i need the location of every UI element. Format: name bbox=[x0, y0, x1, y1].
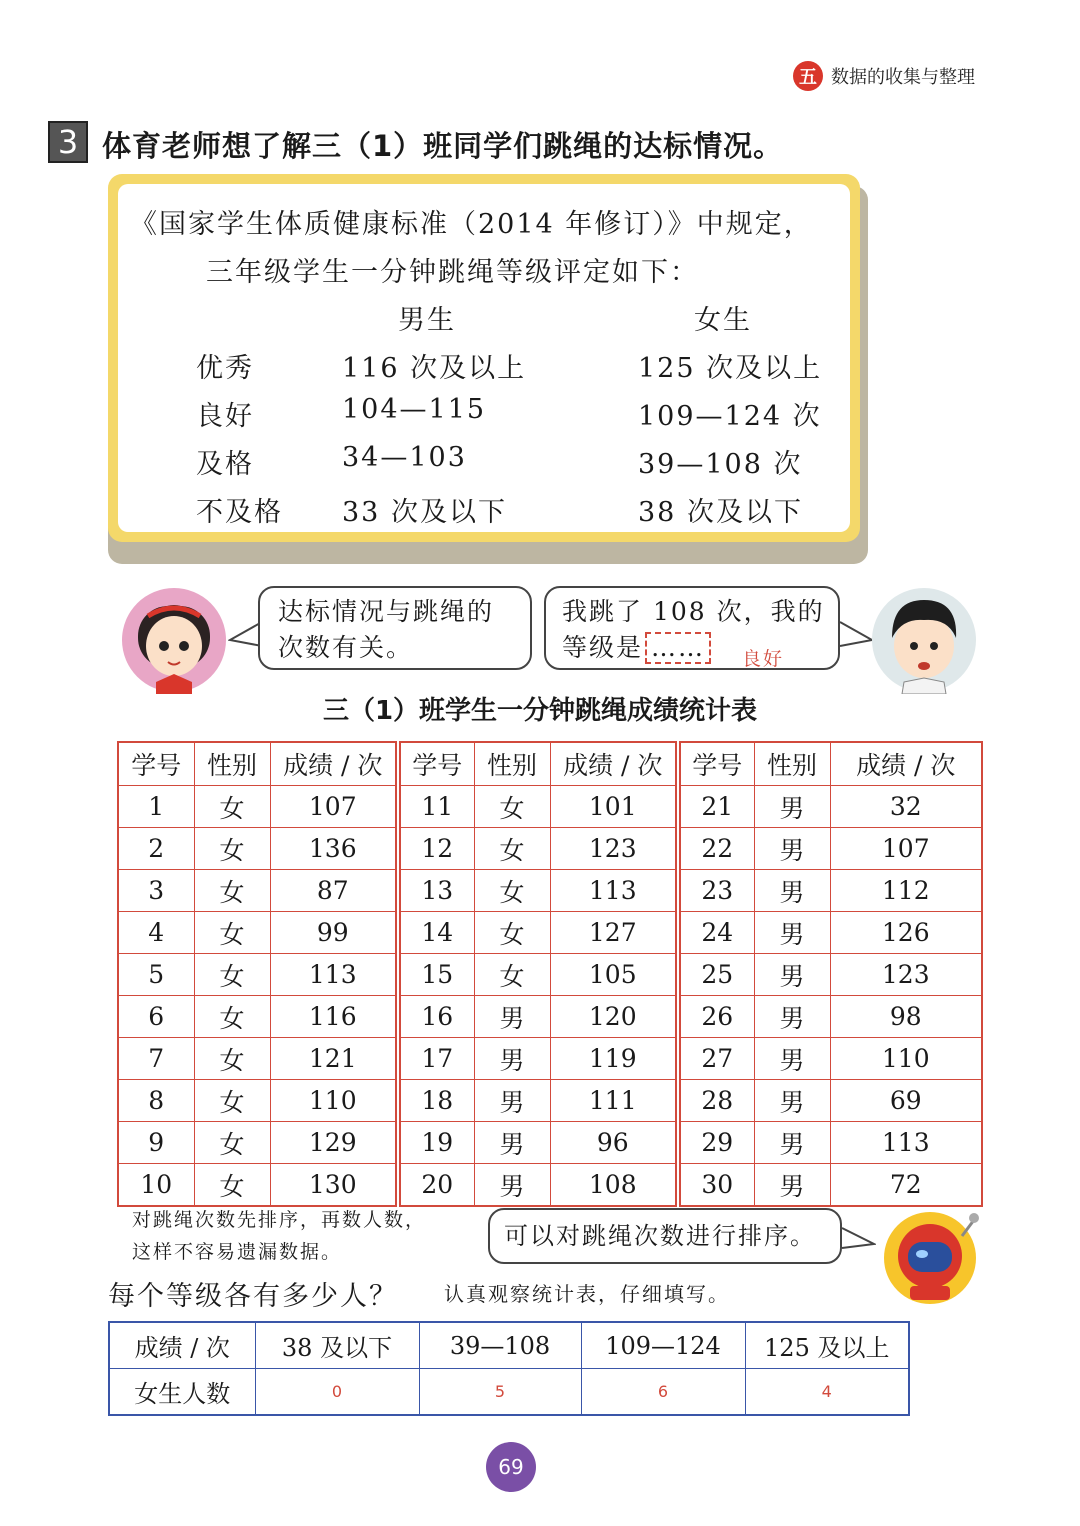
standard-male-value: 104—115 bbox=[342, 394, 487, 425]
question-text: 体育老师想了解三（1）班同学们跳绳的达标情况。 bbox=[102, 129, 784, 163]
standard-male-value: 33 次及以下 bbox=[342, 497, 507, 528]
cell-gender: 男 bbox=[754, 870, 830, 912]
grade-header-row bbox=[109, 1322, 909, 1369]
grade-count-row bbox=[109, 1369, 909, 1416]
standard-female-value: 39—108 次 bbox=[638, 449, 803, 480]
cell-score: 113 bbox=[830, 1122, 982, 1164]
standard-female-value: 125 次及以上 bbox=[638, 353, 823, 384]
cell-gender: 男 bbox=[474, 1122, 550, 1164]
cell-score: 119 bbox=[550, 1038, 678, 1080]
cell-score: 110 bbox=[830, 1038, 982, 1080]
cell-score: 123 bbox=[830, 954, 982, 996]
standard-level: 不及格 bbox=[196, 497, 283, 528]
cell-id: 21 bbox=[678, 786, 754, 828]
table-row bbox=[118, 786, 982, 828]
cell-score: 96 bbox=[550, 1122, 678, 1164]
cell-gender: 男 bbox=[754, 954, 830, 996]
cell-gender: 女 bbox=[474, 786, 550, 828]
cell-id: 5 bbox=[118, 954, 194, 996]
standard-female-value: 109—124 次 bbox=[638, 401, 822, 432]
boy-avatar-icon bbox=[868, 586, 980, 694]
cell-score: 126 bbox=[830, 912, 982, 954]
robot-bubble-tail bbox=[840, 1226, 876, 1252]
girl-avatar-icon bbox=[118, 586, 230, 694]
cell-gender: 女 bbox=[474, 954, 550, 996]
cell-score: 129 bbox=[270, 1122, 398, 1164]
cell-id: 7 bbox=[118, 1038, 194, 1080]
header-score: 成绩 / 次 bbox=[830, 742, 982, 786]
grade-range: 38 及以下 bbox=[255, 1322, 419, 1369]
cell-id: 16 bbox=[398, 996, 474, 1038]
grade-count: 5 bbox=[419, 1369, 581, 1416]
cell-gender: 女 bbox=[194, 870, 270, 912]
cell-id: 27 bbox=[678, 1038, 754, 1080]
cell-gender: 男 bbox=[474, 1164, 550, 1207]
cell-gender: 男 bbox=[754, 1164, 830, 1207]
cell-gender: 女 bbox=[474, 870, 550, 912]
header-gender: 性别 bbox=[474, 742, 550, 786]
standard-female-value: 38 次及以下 bbox=[638, 497, 803, 528]
cell-score: 105 bbox=[550, 954, 678, 996]
handwritten-answer: 良好 bbox=[742, 648, 785, 670]
cell-gender: 男 bbox=[754, 912, 830, 954]
grade-count: 0 bbox=[255, 1369, 419, 1416]
standard-male-value: 116 次及以上 bbox=[342, 353, 527, 384]
grade-row-label: 女生人数 bbox=[109, 1369, 255, 1416]
cell-score: 32 bbox=[830, 786, 982, 828]
cell-score: 99 bbox=[270, 912, 398, 954]
cell-id: 19 bbox=[398, 1122, 474, 1164]
header-gender: 性别 bbox=[194, 742, 270, 786]
cell-score: 107 bbox=[830, 828, 982, 870]
table-row bbox=[118, 954, 982, 996]
cell-gender: 男 bbox=[754, 1038, 830, 1080]
tip-note-line1: 对跳绳次数先排序，再数人数， bbox=[132, 1209, 427, 1231]
standard-level: 良好 bbox=[196, 401, 254, 432]
cell-gender: 女 bbox=[194, 1122, 270, 1164]
cell-id: 12 bbox=[398, 828, 474, 870]
header-gender: 性别 bbox=[754, 742, 830, 786]
cell-id: 9 bbox=[118, 1122, 194, 1164]
standard-level: 及格 bbox=[196, 449, 254, 480]
cell-score: 107 bbox=[270, 786, 398, 828]
cell-score: 110 bbox=[270, 1080, 398, 1122]
question-number: 3 bbox=[48, 121, 88, 163]
question2-hint: 认真观察统计表，仔细填写。 bbox=[444, 1282, 730, 1306]
cell-id: 6 bbox=[118, 996, 194, 1038]
cell-id: 8 bbox=[118, 1080, 194, 1122]
table-row bbox=[118, 912, 982, 954]
boy-speech-line1: 我跳了 108 次，我的 bbox=[562, 597, 825, 626]
cell-id: 28 bbox=[678, 1080, 754, 1122]
score-table bbox=[117, 741, 983, 1207]
cell-id: 18 bbox=[398, 1080, 474, 1122]
cell-id: 13 bbox=[398, 870, 474, 912]
robot-avatar-icon bbox=[874, 1206, 986, 1306]
standard-board-inner bbox=[118, 184, 850, 532]
grade-count: 6 bbox=[581, 1369, 745, 1416]
cell-gender: 女 bbox=[194, 1164, 270, 1207]
cell-gender: 男 bbox=[754, 1122, 830, 1164]
page-number: 69 bbox=[486, 1442, 536, 1492]
cell-score: 120 bbox=[550, 996, 678, 1038]
robot-speech-text: 可以对跳绳次数进行排序。 bbox=[504, 1222, 816, 1250]
cell-score: 111 bbox=[550, 1080, 678, 1122]
cell-id: 20 bbox=[398, 1164, 474, 1207]
standard-line2: 三年级学生一分钟跳绳等级评定如下： bbox=[206, 257, 699, 288]
chapter-header bbox=[793, 60, 975, 92]
cell-gender: 男 bbox=[754, 786, 830, 828]
cell-score: 113 bbox=[550, 870, 678, 912]
cell-gender: 男 bbox=[754, 828, 830, 870]
cell-gender: 女 bbox=[194, 786, 270, 828]
tip-note bbox=[132, 1204, 426, 1268]
cell-id: 24 bbox=[678, 912, 754, 954]
standard-col-male: 男生 bbox=[398, 305, 456, 336]
question2-text: 每个等级各有多少人？ bbox=[108, 1281, 398, 1312]
cell-score: 121 bbox=[270, 1038, 398, 1080]
girl-speech-line1: 达标情况与跳绳的 bbox=[278, 597, 495, 626]
cell-gender: 女 bbox=[474, 912, 550, 954]
chapter-badge: 五 bbox=[793, 61, 823, 91]
header-score: 成绩 / 次 bbox=[270, 742, 398, 786]
robot-speech-bubble bbox=[488, 1208, 842, 1264]
table-row bbox=[118, 828, 982, 870]
table-header-row bbox=[118, 742, 982, 786]
cell-score: 123 bbox=[550, 828, 678, 870]
cell-gender: 女 bbox=[474, 828, 550, 870]
standard-col-female: 女生 bbox=[694, 305, 752, 336]
cell-score: 116 bbox=[270, 996, 398, 1038]
table-row bbox=[118, 1080, 982, 1122]
header-id: 学号 bbox=[398, 742, 474, 786]
score-table-title: 三（1）班学生一分钟跳绳成绩统计表 bbox=[322, 696, 758, 726]
grade-range: 109—124 bbox=[581, 1322, 745, 1369]
grade-count: 4 bbox=[745, 1369, 909, 1416]
cell-id: 15 bbox=[398, 954, 474, 996]
cell-id: 23 bbox=[678, 870, 754, 912]
cell-id: 22 bbox=[678, 828, 754, 870]
girl-speech-bubble bbox=[258, 586, 532, 670]
cell-id: 11 bbox=[398, 786, 474, 828]
cell-score: 136 bbox=[270, 828, 398, 870]
grade-range: 39—108 bbox=[419, 1322, 581, 1369]
cell-id: 10 bbox=[118, 1164, 194, 1207]
answer-blank: …… bbox=[645, 632, 711, 664]
cell-id: 17 bbox=[398, 1038, 474, 1080]
table-row bbox=[118, 1122, 982, 1164]
header-score: 成绩 / 次 bbox=[550, 742, 678, 786]
standard-line1: 《国家学生体质健康标准（2014 年修订）》中规定， bbox=[130, 209, 813, 240]
cell-score: 130 bbox=[270, 1164, 398, 1207]
grade-header-label: 成绩 / 次 bbox=[109, 1322, 255, 1369]
cell-gender: 男 bbox=[754, 1080, 830, 1122]
table-row bbox=[118, 1164, 982, 1207]
header-id: 学号 bbox=[678, 742, 754, 786]
cell-gender: 女 bbox=[194, 1080, 270, 1122]
cell-score: 98 bbox=[830, 996, 982, 1038]
cell-score: 127 bbox=[550, 912, 678, 954]
cell-id: 4 bbox=[118, 912, 194, 954]
cell-id: 3 bbox=[118, 870, 194, 912]
cell-score: 113 bbox=[270, 954, 398, 996]
cell-score: 108 bbox=[550, 1164, 678, 1207]
cell-id: 26 bbox=[678, 996, 754, 1038]
cell-gender: 男 bbox=[474, 996, 550, 1038]
cell-id: 30 bbox=[678, 1164, 754, 1207]
header-id: 学号 bbox=[118, 742, 194, 786]
cell-gender: 女 bbox=[194, 828, 270, 870]
cell-id: 25 bbox=[678, 954, 754, 996]
cell-gender: 女 bbox=[194, 1038, 270, 1080]
cell-id: 29 bbox=[678, 1122, 754, 1164]
cell-id: 1 bbox=[118, 786, 194, 828]
cell-score: 101 bbox=[550, 786, 678, 828]
cell-score: 72 bbox=[830, 1164, 982, 1207]
standard-male-value: 34—103 bbox=[342, 442, 467, 473]
table-row bbox=[118, 1038, 982, 1080]
grade-table bbox=[108, 1321, 910, 1416]
cell-score: 112 bbox=[830, 870, 982, 912]
boy-speech-bubble bbox=[544, 586, 840, 670]
cell-gender: 男 bbox=[754, 996, 830, 1038]
standard-level: 优秀 bbox=[196, 353, 254, 384]
cell-score: 87 bbox=[270, 870, 398, 912]
cell-gender: 男 bbox=[474, 1038, 550, 1080]
boy-speech-line2: 等级是 bbox=[562, 633, 644, 662]
cell-id: 2 bbox=[118, 828, 194, 870]
cell-score: 69 bbox=[830, 1080, 982, 1122]
cell-id: 14 bbox=[398, 912, 474, 954]
girl-speech-line2: 次数有关。 bbox=[278, 633, 414, 662]
tip-note-line2: 这样不容易遗漏数据。 bbox=[132, 1241, 343, 1263]
cell-gender: 女 bbox=[194, 954, 270, 996]
standard-board bbox=[108, 174, 860, 542]
table-row bbox=[118, 870, 982, 912]
cell-gender: 男 bbox=[474, 1080, 550, 1122]
grade-range: 125 及以上 bbox=[745, 1322, 909, 1369]
chapter-title: 数据的收集与整理 bbox=[831, 67, 975, 88]
table-row bbox=[118, 996, 982, 1038]
cell-gender: 女 bbox=[194, 912, 270, 954]
cell-gender: 女 bbox=[194, 996, 270, 1038]
